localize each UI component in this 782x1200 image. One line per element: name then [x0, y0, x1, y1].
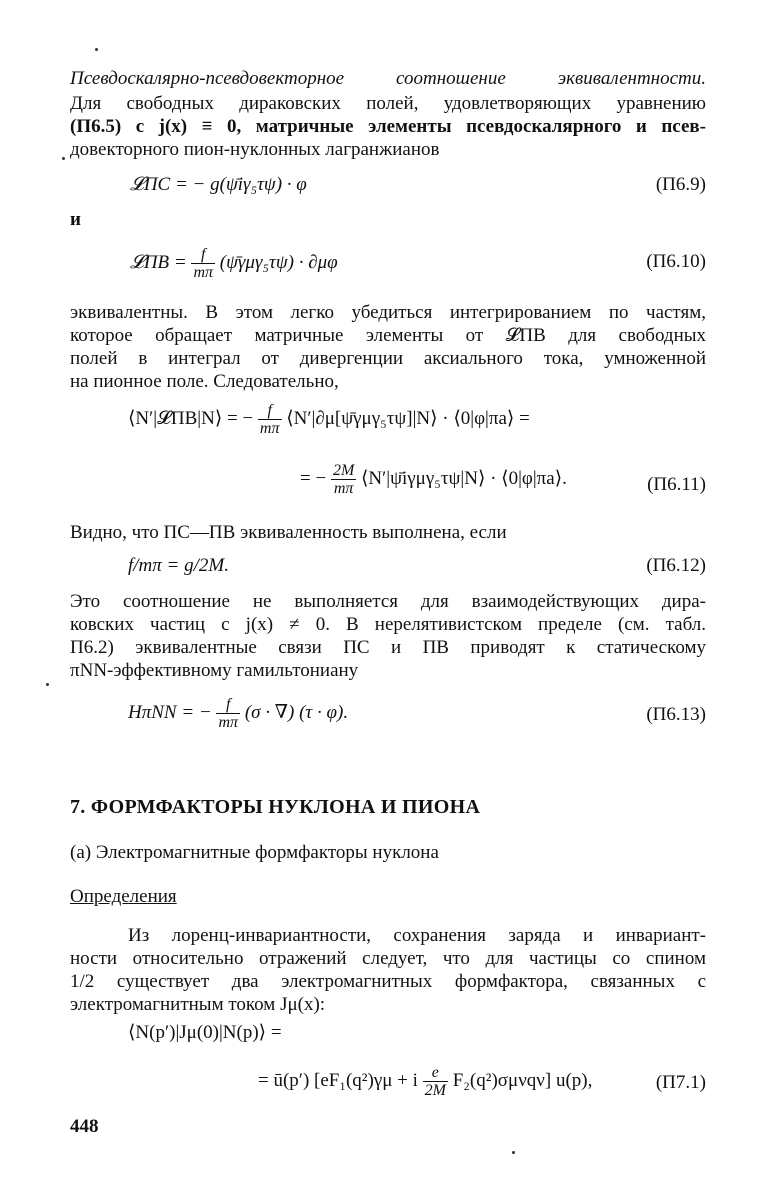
text-line: πNN-эффективному гамильтониану — [70, 660, 359, 681]
equation-lhs: = − — [300, 467, 327, 489]
text-line: Видно, что ПС—ПВ эквиваленность выполнена, если — [70, 522, 507, 543]
equation-p7-1b — [258, 1064, 592, 1099]
fraction-denominator: mπ — [218, 714, 239, 731]
equation-label-p6-10: (П6.10) — [646, 251, 706, 272]
text-line: Для свободных дираковских полей, удовлетворяющих уравнению — [70, 93, 706, 114]
fraction — [258, 402, 282, 437]
scan-speck — [95, 48, 98, 51]
text-line: полей в интеграл от дивергенции аксиального тока, умноженной — [70, 348, 706, 369]
text-line: которое обращает матричные элементы от 𝓛ПВ для свободных — [70, 325, 706, 346]
equation-lhs: = ū(p′) [eF₁(q²)γμ + i — [258, 1069, 418, 1091]
scan-speck — [62, 157, 65, 160]
text-line: П6.2) эквивалентные связи ПС и ПВ приводят к статическому — [70, 637, 706, 658]
fraction — [216, 696, 240, 731]
fraction-numerator: 2M — [332, 462, 355, 479]
equation-lhs: 𝓛ПС — [130, 174, 171, 195]
subsection-title: (а) Электромагнитные формфакторы нуклона — [70, 842, 439, 863]
equation-rhs: (ψ̄γμγ₅τψ) · ∂μφ — [219, 251, 338, 273]
equation-label-p6-9: (П6.9) — [655, 174, 706, 195]
text-line: электромагнитным током Jμ(x): — [70, 994, 326, 1015]
section-heading-pseudo: Псевдоскалярно-псевдовекторное соотношение эквивалентности. — [70, 68, 706, 89]
equation-label-p6-13: (П6.13) — [646, 704, 706, 725]
fraction-numerator: f — [191, 246, 215, 264]
equation-p6-9 — [130, 174, 307, 196]
scan-speck — [512, 1151, 515, 1154]
equation-label-p6-11: (П6.11) — [647, 474, 706, 495]
equation-rhs: (σ · ∇) (τ · φ). — [244, 701, 349, 723]
equation-p6-12: f/mπ = g/2M. — [128, 555, 229, 576]
fraction-denominator: 2M — [424, 1082, 446, 1099]
conjunction-and: и — [70, 209, 81, 230]
text-line: (П6.5) с j(x) ≡ 0, матричные элементы псевдоскалярного и псев- — [70, 116, 706, 137]
equation-rhs: = − g(ψ̄iγ₅τψ) · φ — [174, 174, 307, 195]
text-line: эквивалентны. В этом легко убедиться интегрированием по частям, — [70, 302, 706, 323]
text-line: ности относительно отражений следует, что для частицы со спином — [70, 948, 706, 969]
text-line: Это соотношение не выполняется для взаимодействующих дира- — [70, 591, 706, 612]
equation-rhs: ⟨N′|∂μ[ψ̄γμγ₅τψ]|N⟩ · ⟨0|φ|πa⟩ = — [286, 407, 530, 429]
equation-label-p6-12: (П6.12) — [646, 555, 706, 576]
equation-p6-10: 𝓛ПВ = $\frac{f}{m\pi}$ (ψ̄γμγ₅τψ) · ∂μφ — [130, 246, 338, 281]
text-line: 1/2 существует два электромагнитных формфактора, связанных с — [70, 971, 706, 992]
fraction-numerator: f — [258, 402, 282, 420]
equation-p7-1a: ⟨N(p′)|Jμ(0)|N(p)⟩ = — [128, 1022, 282, 1043]
equation-p6-11a — [128, 402, 530, 437]
fraction — [191, 246, 215, 281]
text-line: довекторного пион-нуклонных лагранжианов — [70, 139, 440, 160]
equation-p6-11b — [300, 462, 567, 497]
definitions-label: Определения — [70, 886, 177, 907]
equation-lhs: ⟨N′|𝓛ПВ|N⟩ = − — [128, 407, 254, 429]
equation-p6-13 — [128, 696, 348, 731]
fraction — [423, 1064, 448, 1099]
section-title: 7. ФОРМФАКТОРЫ НУКЛОНА И ПИОНА — [70, 796, 481, 818]
equation-rhs: F₂(q²)σμνqν] u(p), — [452, 1069, 593, 1091]
fraction-denominator: mπ — [193, 264, 214, 281]
fraction-denominator: mπ — [259, 420, 280, 437]
text-line: ковских частиц с j(x) ≠ 0. В нерелятивистском пределе (см. табл. — [70, 614, 706, 635]
equation-rhs: ⟨N′|ψ̄iγμγ₅τψ|N⟩ · ⟨0|φ|πa⟩. — [361, 467, 567, 489]
fraction-numerator: e — [423, 1064, 448, 1082]
equation-lhs: HπNN = − — [128, 701, 212, 723]
text-line: Из лоренц-инвариантности, сохранения заряда и инвариант- — [128, 925, 706, 946]
equation-lhs: 𝓛ПВ — [130, 251, 170, 273]
fraction-numerator: f — [216, 696, 240, 714]
fraction — [331, 462, 356, 497]
fraction-denominator: mπ — [333, 480, 354, 497]
scan-speck — [46, 683, 49, 686]
text-line: на пионное поле. Следовательно, — [70, 371, 339, 392]
page-number: 448 — [70, 1116, 99, 1137]
equation-label-p7-1: (П7.1) — [655, 1072, 706, 1093]
